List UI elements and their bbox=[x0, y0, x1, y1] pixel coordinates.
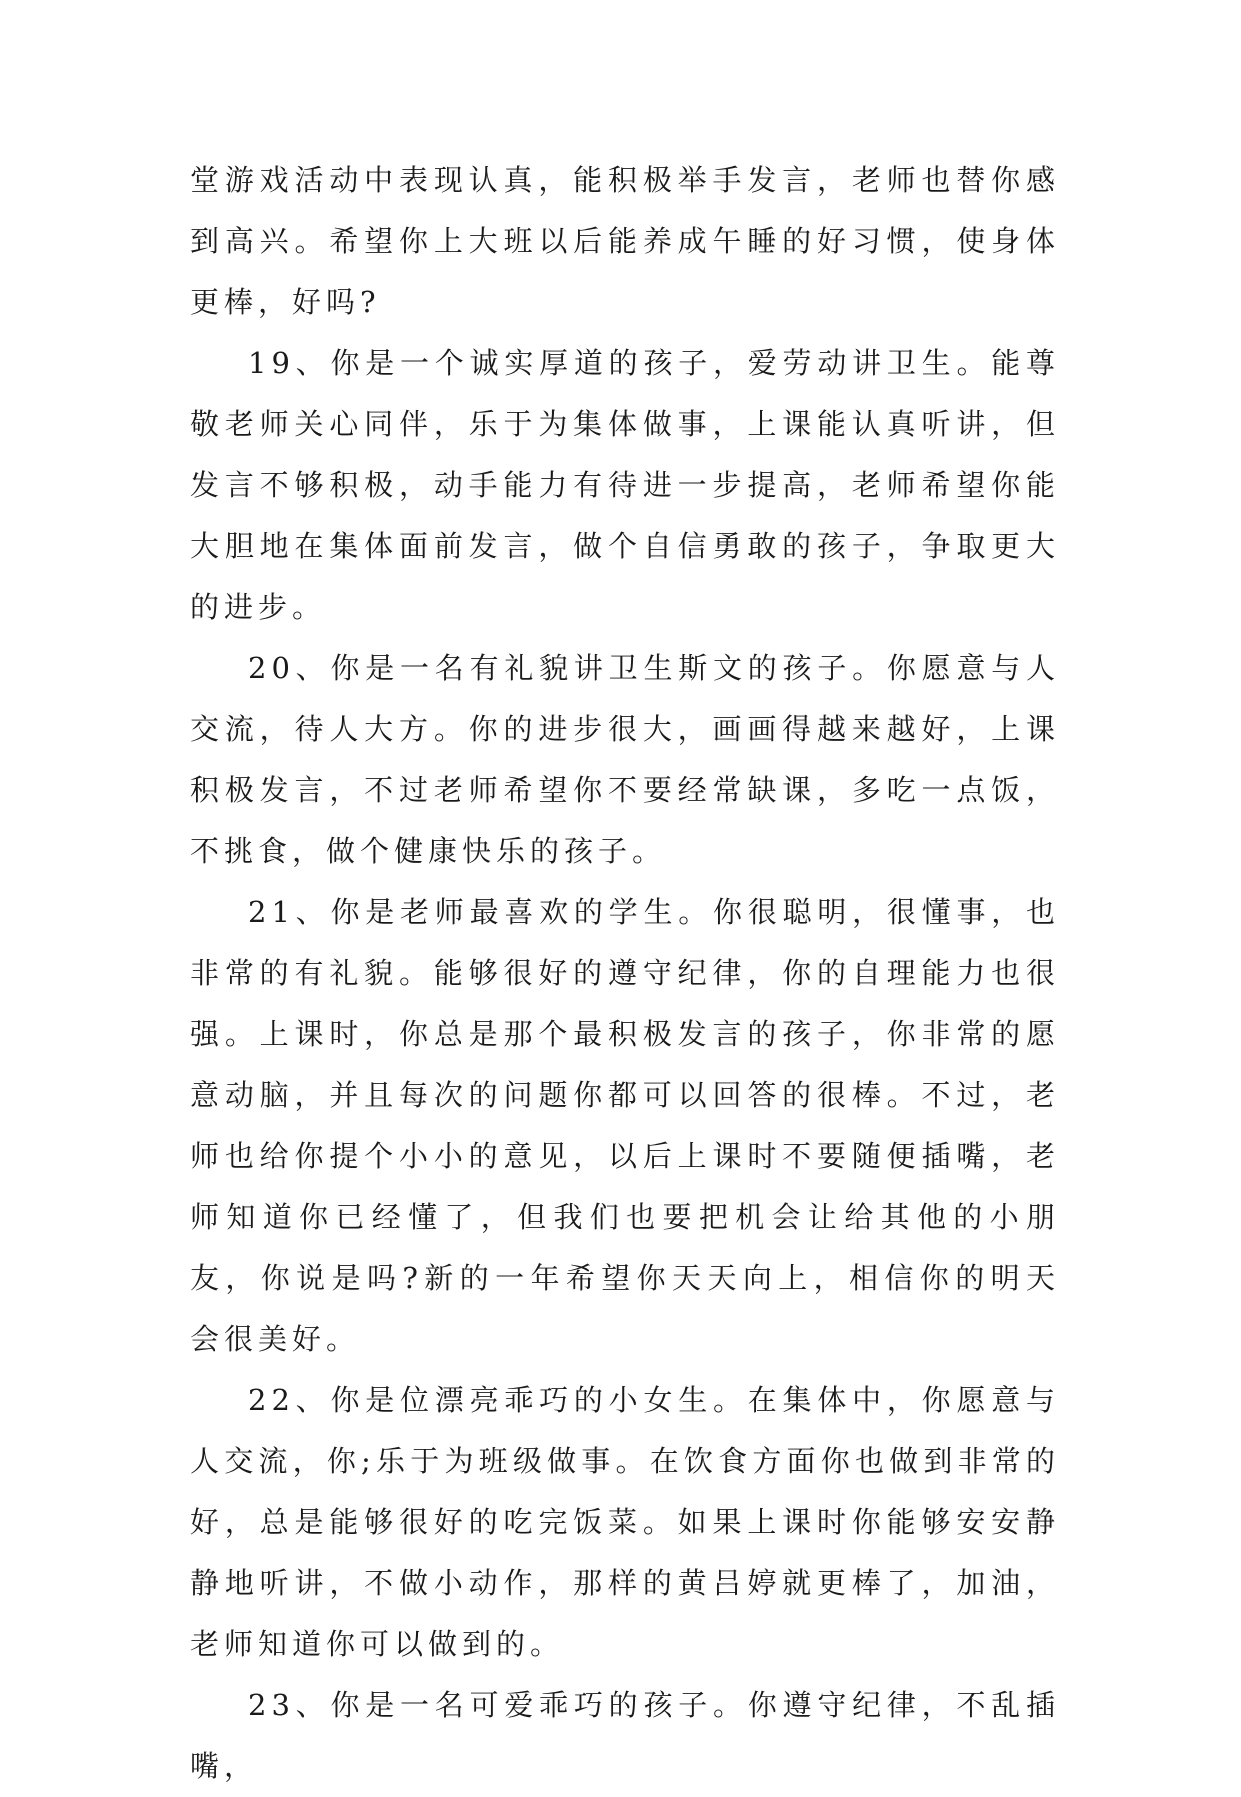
document-body bbox=[190, 150, 1060, 1797]
paragraph-comment-22: 22、你是位漂亮乖巧的小女生。在集体中，你愿意与人交流，你;乐于为班级做事。在饮食方面你也做到非常的好，总是能够很好的吃完饭菜。如果上课时你能够安安静静地听讲，不做小动作，那样的黄吕婷就更棒了，加油，老师知道你可以做到的。 bbox=[190, 1383, 1060, 1661]
paragraph-comment-23: 23、你是一名可爱乖巧的孩子。你遵守纪律，不乱插嘴， bbox=[190, 1688, 1060, 1783]
paragraph-comment-21: 21、你是老师最喜欢的学生。你很聪明，很懂事，也非常的有礼貌。能够很好的遵守纪律，你的自理能力也很强。上课时，你总是那个最积极发言的孩子，你非常的愿意动脑，并且每次的问题你都可以回答的很棒。不过，老师也给你提个小小的意见，以后上课时不要随便插嘴，老师知道你已经懂了，但我们也要把机会让给其他的小朋友，你说是吗?新的一年希望你天天向上，相信你的明天会很美好。 bbox=[190, 895, 1060, 1356]
paragraph-comment-19: 19、你是一个诚实厚道的孩子，爱劳动讲卫生。能尊敬老师关心同伴，乐于为集体做事，上课能认真听讲，但发言不够积极，动手能力有待进一步提高，老师希望你能大胆地在集体面前发言，做个自信勇敢的孩子，争取更大的进步。 bbox=[190, 346, 1060, 624]
paragraph-comment-20: 20、你是一名有礼貌讲卫生斯文的孩子。你愿意与人交流，待人大方。你的进步很大，画画得越来越好，上课积极发言，不过老师希望你不要经常缺课，多吃一点饭，不挑食，做个健康快乐的孩子。 bbox=[190, 651, 1060, 868]
paragraph-continuation: 堂游戏活动中表现认真，能积极举手发言，老师也替你感到高兴。希望你上大班以后能养成午睡的好习惯，使身体更棒，好吗? bbox=[190, 163, 1060, 319]
